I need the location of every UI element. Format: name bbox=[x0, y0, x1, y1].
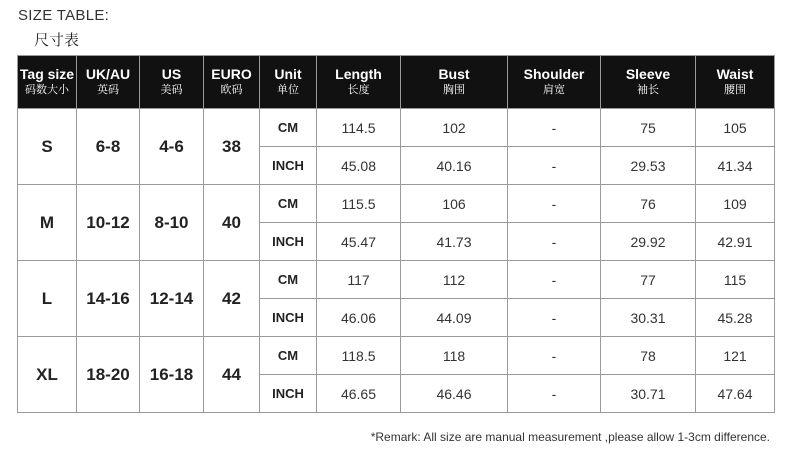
sleeve-cell: 78 bbox=[601, 337, 696, 375]
header-sleeve bbox=[601, 56, 696, 109]
sleeve-cell: 30.71 bbox=[601, 375, 696, 413]
header-waist bbox=[696, 56, 775, 109]
unit-cell: CM bbox=[260, 337, 317, 375]
header-label-cn: 长度 bbox=[347, 84, 370, 96]
us-cell: 12-14 bbox=[140, 261, 204, 337]
euro-cell: 44 bbox=[204, 337, 260, 413]
remark-note: *Remark: All size are manual measurement ,please allow 1-3cm difference. bbox=[370, 430, 770, 444]
header-bust bbox=[401, 56, 508, 109]
bust-cell: 40.16 bbox=[401, 147, 508, 185]
header-label-cn: 码数大小 bbox=[25, 84, 69, 96]
shoulder-cell: - bbox=[508, 223, 601, 261]
bust-cell: 112 bbox=[401, 261, 508, 299]
header-label: Unit bbox=[274, 66, 302, 82]
uk-au-cell: 6-8 bbox=[77, 109, 140, 185]
header-label: Shoulder bbox=[523, 66, 585, 82]
euro-cell: 40 bbox=[204, 185, 260, 261]
shoulder-cell: - bbox=[508, 261, 601, 299]
header-us bbox=[140, 56, 204, 109]
shoulder-cell: - bbox=[508, 147, 601, 185]
euro-cell: 42 bbox=[204, 261, 260, 337]
size-table-title: SIZE TABLE: bbox=[18, 7, 110, 24]
header-label: Length bbox=[335, 66, 382, 82]
header-label-cn: 美码 bbox=[160, 84, 183, 96]
header-euro bbox=[204, 56, 260, 109]
header-label: Waist bbox=[716, 66, 754, 82]
size-table-title-cn: 尺寸表 bbox=[34, 32, 80, 49]
header-label-cn: 肩宽 bbox=[543, 84, 565, 96]
uk-au-cell: 14-16 bbox=[77, 261, 140, 337]
header-row bbox=[18, 56, 775, 109]
size-chart-table bbox=[17, 55, 775, 413]
bust-cell: 46.46 bbox=[401, 375, 508, 413]
header-label: Bust bbox=[438, 66, 470, 82]
us-cell: 4-6 bbox=[140, 109, 204, 185]
header-tag-size bbox=[18, 56, 77, 109]
unit-cell: INCH bbox=[260, 147, 317, 185]
uk-au-cell: 10-12 bbox=[77, 185, 140, 261]
unit-cell: CM bbox=[260, 261, 317, 299]
waist-cell: 45.28 bbox=[696, 299, 775, 337]
waist-cell: 115 bbox=[696, 261, 775, 299]
sleeve-cell: 29.92 bbox=[601, 223, 696, 261]
unit-cell: INCH bbox=[260, 375, 317, 413]
length-cell: 117 bbox=[317, 261, 401, 299]
uk-au-cell: 18-20 bbox=[77, 337, 140, 413]
header-label-cn: 胸围 bbox=[443, 84, 465, 96]
euro-cell: 38 bbox=[204, 109, 260, 185]
unit-cell: CM bbox=[260, 185, 317, 223]
length-cell: 46.06 bbox=[317, 299, 401, 337]
header-unit bbox=[260, 56, 317, 109]
tag-size-cell: S bbox=[18, 109, 77, 185]
tag-size-cell: M bbox=[18, 185, 77, 261]
bust-cell: 102 bbox=[401, 109, 508, 147]
table-row bbox=[18, 185, 775, 223]
header-label-cn: 袖长 bbox=[637, 84, 659, 96]
header-label: US bbox=[161, 66, 182, 82]
bust-cell: 41.73 bbox=[401, 223, 508, 261]
sleeve-cell: 30.31 bbox=[601, 299, 696, 337]
unit-cell: CM bbox=[260, 109, 317, 147]
header-label-cn: 单位 bbox=[277, 84, 299, 96]
tag-size-cell: XL bbox=[18, 337, 77, 413]
us-cell: 8-10 bbox=[140, 185, 204, 261]
length-cell: 45.08 bbox=[317, 147, 401, 185]
shoulder-cell: - bbox=[508, 299, 601, 337]
length-cell: 45.47 bbox=[317, 223, 401, 261]
table-row bbox=[18, 261, 775, 299]
header-label-cn: 腰围 bbox=[724, 84, 746, 96]
header-length bbox=[317, 56, 401, 109]
sleeve-cell: 77 bbox=[601, 261, 696, 299]
header-label-cn: 欧码 bbox=[220, 84, 243, 96]
header-label-cn: 英码 bbox=[97, 84, 119, 96]
length-cell: 115.5 bbox=[317, 185, 401, 223]
header-label: Sleeve bbox=[625, 66, 671, 82]
shoulder-cell: - bbox=[508, 109, 601, 147]
bust-cell: 106 bbox=[401, 185, 508, 223]
sleeve-cell: 76 bbox=[601, 185, 696, 223]
shoulder-cell: - bbox=[508, 185, 601, 223]
unit-cell: INCH bbox=[260, 223, 317, 261]
length-cell: 46.65 bbox=[317, 375, 401, 413]
waist-cell: 47.64 bbox=[696, 375, 775, 413]
unit-cell: INCH bbox=[260, 299, 317, 337]
waist-cell: 109 bbox=[696, 185, 775, 223]
header-label: UK/AU bbox=[85, 66, 131, 82]
waist-cell: 41.34 bbox=[696, 147, 775, 185]
header-shoulder bbox=[508, 56, 601, 109]
shoulder-cell: - bbox=[508, 337, 601, 375]
header-label: EURO bbox=[211, 66, 252, 82]
length-cell: 114.5 bbox=[317, 109, 401, 147]
waist-cell: 42.91 bbox=[696, 223, 775, 261]
table-row bbox=[18, 337, 775, 375]
header-uk-au bbox=[77, 56, 140, 109]
sleeve-cell: 75 bbox=[601, 109, 696, 147]
tag-size-cell: L bbox=[18, 261, 77, 337]
us-cell: 16-18 bbox=[140, 337, 204, 413]
shoulder-cell: - bbox=[508, 375, 601, 413]
bust-cell: 118 bbox=[401, 337, 508, 375]
length-cell: 118.5 bbox=[317, 337, 401, 375]
sleeve-cell: 29.53 bbox=[601, 147, 696, 185]
waist-cell: 121 bbox=[696, 337, 775, 375]
waist-cell: 105 bbox=[696, 109, 775, 147]
table-row bbox=[18, 109, 775, 147]
bust-cell: 44.09 bbox=[401, 299, 508, 337]
header-label: Tag size bbox=[19, 66, 75, 82]
